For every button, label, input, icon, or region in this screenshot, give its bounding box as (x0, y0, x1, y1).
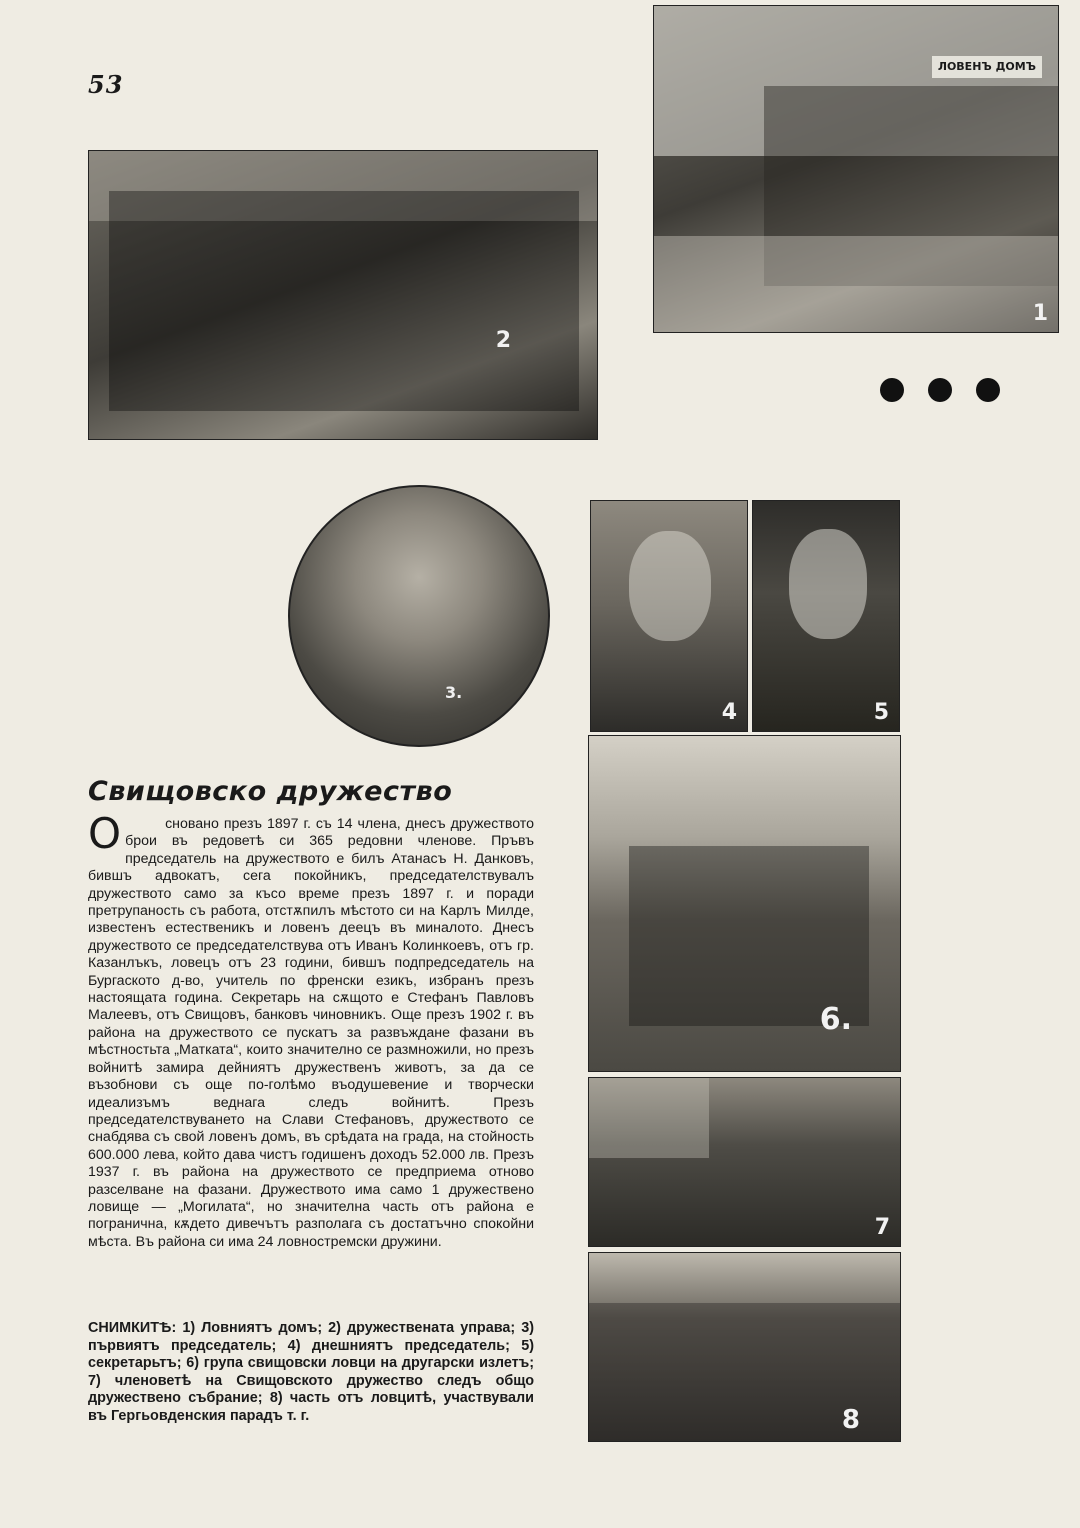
photo-first-president (288, 485, 550, 747)
drop-cap: О (88, 809, 122, 858)
photo-number: 8 (841, 1405, 860, 1435)
photo-hunting-lodge (653, 5, 1059, 333)
photo-number: 5 (873, 700, 889, 725)
photo-number: 3. (445, 683, 463, 702)
page-number: 53 (88, 70, 124, 99)
dot (976, 378, 1000, 402)
photo-captions: СНИМКИТѢ: 1) Ловниятъ домъ; 2) дружествената управа; 3) първиятъ председатель; 4) днешниятъ председатель; 5) секретарьтъ; 6) група свищовски ловци на другарски излетъ; 7) членоветѣ на Свищовското дружество следъ общо дружествено събрание; 8) часть отъ ловцитѣ, участвували въ Гергьовденския парадъ т. г. (88, 1320, 534, 1424)
photo-hunters-outing (588, 735, 901, 1072)
photo-board-group (88, 150, 598, 440)
photo-secretary (752, 500, 900, 732)
photo-number: 4 (721, 700, 737, 725)
photo-number: 2 (495, 328, 511, 353)
dot (880, 378, 904, 402)
lodge-sign: ЛОВЕНЪ ДОМЪ (932, 56, 1042, 78)
photo-number: 7 (874, 1215, 890, 1240)
dot (928, 378, 952, 402)
photo-number: 1 (1032, 301, 1048, 326)
article-body-text: сновано презъ 1897 г. съ 14 члена, днесъ дружеството брои въ редоветѣ си 365 редовни членове. Пръвъ председатель на дружеството е билъ Атанасъ Н. Данковъ, бившъ адвокатъ, сега покойникъ, председателствувалъ дружеството само за късо време презъ 1897 г. и поради претрупаность съ работа, отстѫпилъ мѣстото си на Карлъ Милде, известенъ естественикъ и ловенъ деецъ въ миналото. Днесъ дружеството се председателствува отъ Иванъ Колинкоевъ, отъ гр. Казанлъкъ, ловецъ отъ 23 години, бившъ подпредседатель на Бургаското д-во, учитель по френски езикъ, избранъ презъ настоящата година. Секретарь на сѫщото е Стефанъ Павловъ Малеевъ, отъ Свищовъ, банковъ чиновникъ. Още презъ 1902 г. въ района на дружеството се пускатъ за развъждане фазани въ мѣстностьта „Матката“, които значително се размножили, но презъ войнитѣ замира дейниятъ дружественъ животъ, за да се възобнови съ още по-голѣмо въодушевение и творчески идеализъмъ веднага следъ войнитѣ. Презъ председателствуването на Слави Стефановъ, дружеството се снабдява съ свой ловенъ домъ, въ срѣдата на града, на стойность 600.000 лева, който дава чистъ годишенъ доходъ 52.000 лв. Презъ 1937 г. въ района на дружеството се предприема отново разселване на фазани. Дружеството има само 1 дружествено ловище — „Могилата“, но значителна часть отъ района е погранична, кѫдето дивечътъ разполага съ достатъчно спокойни мѣста. Въ района си има 24 ловностремски дружини. (88, 816, 534, 1250)
article-body (88, 809, 534, 1251)
photo-number: 6. (819, 1002, 852, 1037)
article-title: Свищовско дружество (88, 776, 453, 807)
photo-parade (588, 1252, 901, 1442)
photo-members-meeting (588, 1077, 901, 1247)
decorative-dots (880, 378, 1000, 402)
photo-current-president (590, 500, 748, 732)
